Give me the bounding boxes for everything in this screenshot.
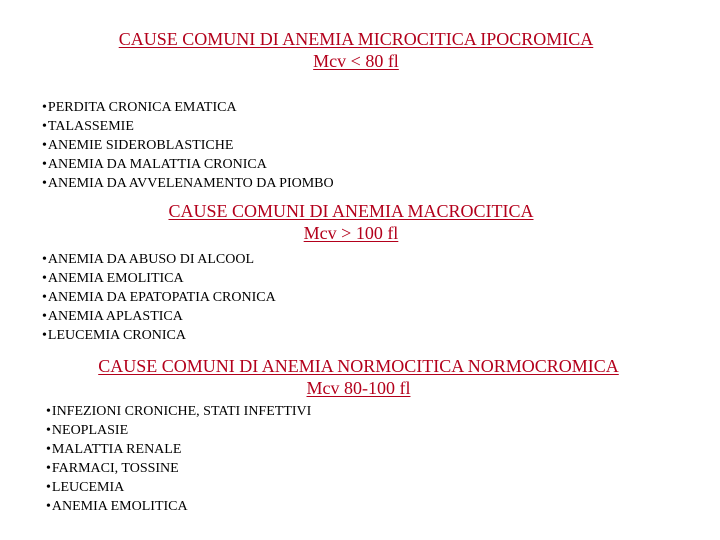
section-macrocitica-list	[42, 250, 276, 345]
list-item: • ANEMIA EMOLITICA	[42, 269, 276, 288]
list-item: • ANEMIA DA ABUSO DI ALCOOL	[42, 250, 276, 269]
list-item: • FARMACI, TOSSINE	[46, 459, 311, 478]
section-microcitica-list	[42, 98, 334, 193]
list-item: • ANEMIA DA EPATOPATIA CRONICA	[42, 288, 276, 307]
section-title: CAUSE COMUNI DI ANEMIA NORMOCITICA NORMOCROMICA	[98, 356, 619, 376]
list-item: • ANEMIE SIDEROBLASTICHE	[42, 136, 334, 155]
list-item: • TALASSEMIE	[42, 117, 334, 136]
list-item: • LEUCEMIA	[46, 478, 311, 497]
list-item: • NEOPLASIE	[46, 421, 311, 440]
list-item: • PERDITA CRONICA EMATICA	[42, 98, 334, 117]
list-item: • ANEMIA DA MALATTIA CRONICA	[42, 155, 334, 174]
section-microcitica-heading	[90, 28, 622, 72]
list-item: • INFEZIONI CRONICHE, STATI INFETTIVI	[46, 402, 311, 421]
section-subtitle: Mcv < 80 fl	[313, 51, 399, 71]
section-title: CAUSE COMUNI DI ANEMIA MICROCITICA IPOCROMICA	[118, 29, 594, 49]
list-item: • ANEMIA APLASTICA	[42, 307, 276, 326]
section-normocitica-heading	[66, 355, 651, 399]
list-item: • MALATTIA RENALE	[46, 440, 311, 459]
section-subtitle: Mcv > 100 fl	[303, 223, 399, 243]
section-normocitica-list	[46, 402, 311, 516]
list-item: • ANEMIA DA AVVELENAMENTO DA PIOMBO	[42, 174, 334, 193]
section-macrocitica-heading	[145, 200, 557, 244]
list-item: • LEUCEMIA CRONICA	[42, 326, 276, 345]
list-item: • ANEMIA EMOLITICA	[46, 497, 311, 516]
section-title: CAUSE COMUNI DI ANEMIA MACROCITICA	[168, 201, 534, 221]
section-subtitle: Mcv 80-100 fl	[306, 378, 411, 398]
